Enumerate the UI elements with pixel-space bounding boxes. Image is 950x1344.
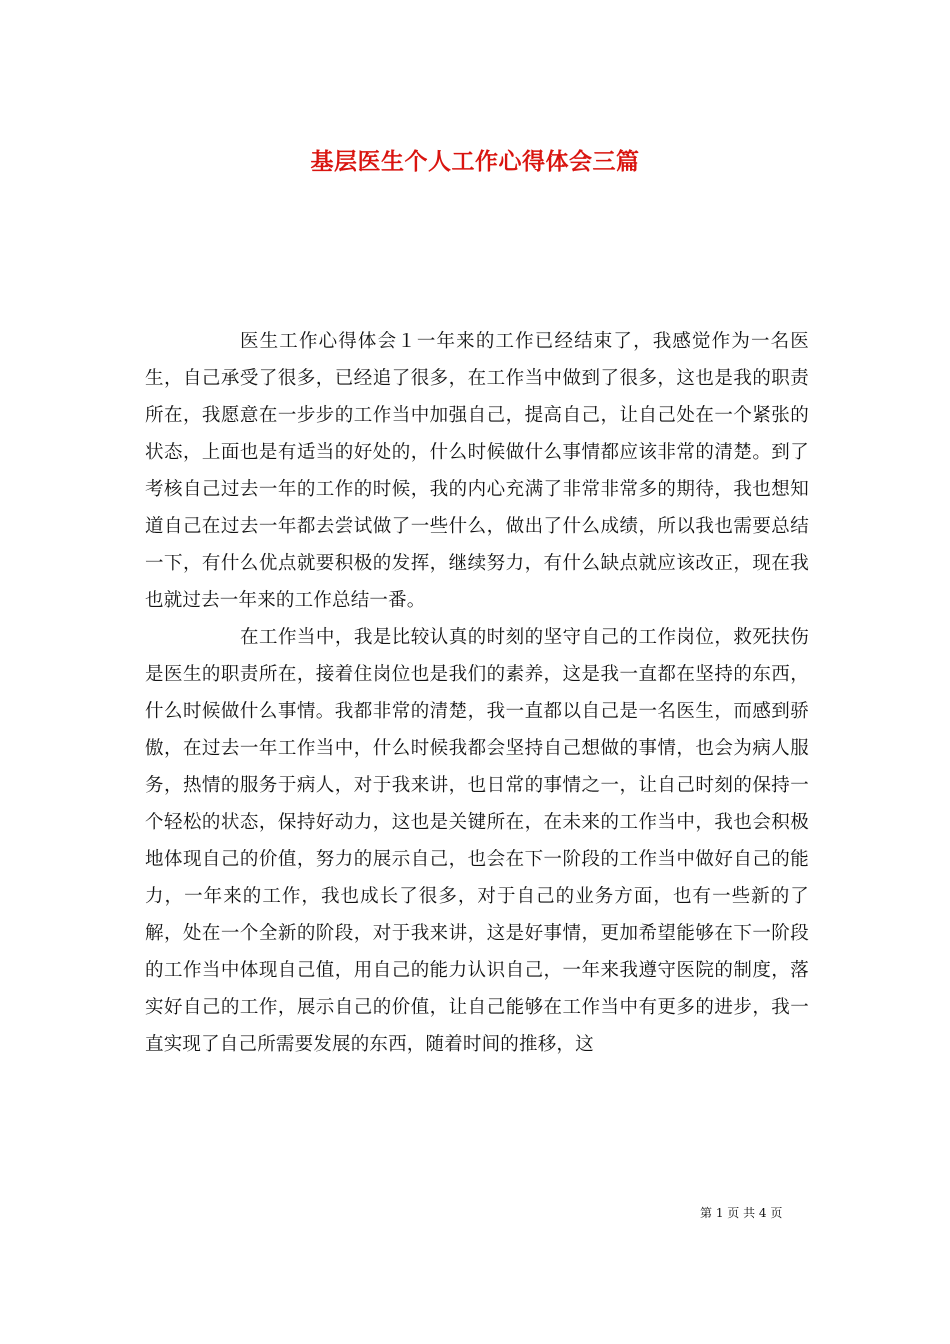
paragraph-2: 在工作当中，我是比较认真的时刻的坚守自己的工作岗位，救死扶伤是医生的职责所在，接着住岗位也是我们的素养，这是我一直都在坚持的东西，什么时候做什么事情。我都非常的清楚，我一直都以自己是一名医生，而感到骄傲，在过去一年工作当中，什么时候我都会坚持自己想做的事情，也会为病人服务，热情的服务于病人，对于我来讲，也日常的事情之一，让自己时刻的保持一个轻松的状态，保持好动力，这也是关键所在，在未来的工作当中，我也会积极地体现自己的价值，努力的展示自己，也会在下一阶段的工作当中做好自己的能力，一年来的工作，我也成长了很多，对于自己的业务方面，也有一些新的了解，处在一个全新的阶段，对于我来讲，这是好事情，更加希望能够在下一阶段的工作当中体现自己值，用自己的能力认识自己，一年来我遵守医院的制度，落实好自己的工作，展示自己的价值，让自己能够在工作当中有更多的进步，我一直实现了自己所需要发展的东西，随着时间的推移，这 <box>145 627 809 1055</box>
paragraph-1: 医生工作心得体会１一年来的工作已经结束了，我感觉作为一名医生，自己承受了很多，已经追了很多，在工作当中做到了很多，这也是我的职责所在，我愿意在一步步的工作当中加强自己，提高自己，让自己处在一个紧张的状态，上面也是有适当的好处的，什么时候做什么事情都应该非常的清楚。到了考核自己过去一年的工作的时候，我的内心充满了非常非常多的期待，我也想知道自己在过去一年都去尝试做了一些什么，做出了什么成绩，所以我也需要总结一下，有什么优点就要积极的发挥，继续努力，有什么缺点就应该改正，现在我也就过去一年来的工作总结一番。 <box>145 331 809 611</box>
document-title: 基层医生个人工作心得体会三篇 <box>310 148 640 176</box>
document-body <box>145 323 809 1063</box>
page-number-footer: 第 1 页 共 4 页 <box>700 1206 783 1220</box>
